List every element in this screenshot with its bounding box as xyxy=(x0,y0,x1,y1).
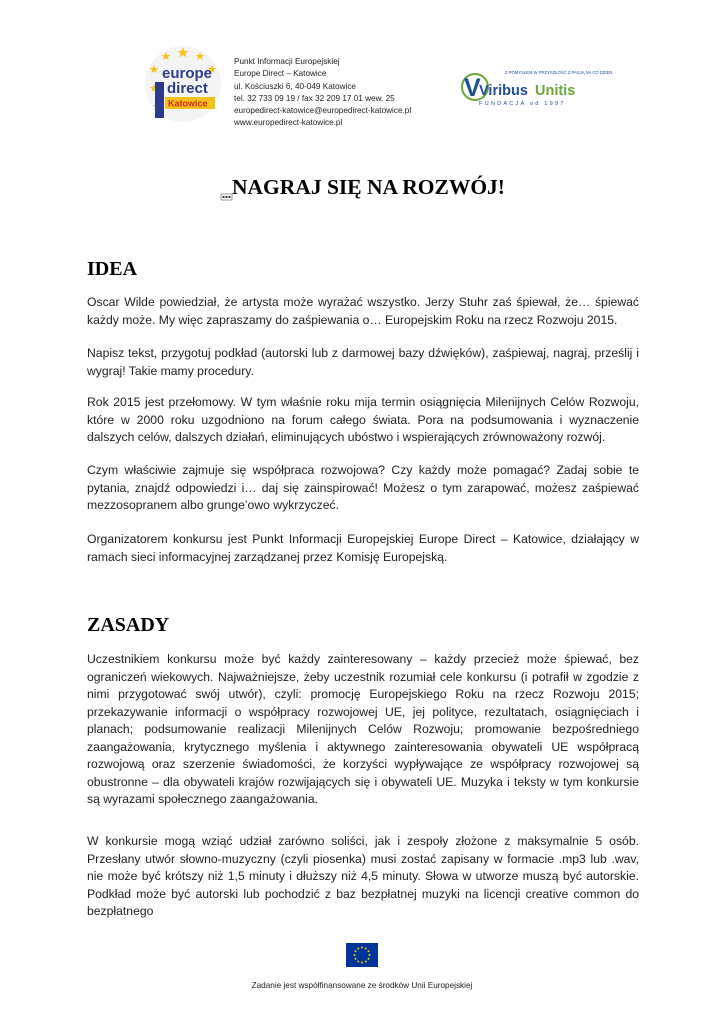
idea-paragraph-5: Organizatorem konkursu jest Punkt Informacji Europejskiej Europe Direct – Katowice, działający w ramach sieci informacyjnej zarządzanej przez Komisję Europejską. xyxy=(87,532,639,564)
contact-line-office: Europe Direct – Katowice xyxy=(234,69,327,79)
svg-text:Katowice: Katowice xyxy=(168,98,208,109)
svg-text:direct: direct xyxy=(167,80,208,97)
rules-paragraph-2: W konkursie mogą wziąć udział zarówno soliści, jak i zespoły złożone z maksymalnie 5 osób. Przesłany utwór słowno-muzyczny (czyli piosenka) musi zostać zapisany w formacie .mp3 lub .wav, nie może być krótszy niż 1,5 minuty i dłuższy niż 4,5 minuty. Słowa w utworze muszą być autorskie. Podkład może być autorski lub pochodzić z baz bezpłatnej muzyki na licencji creative common do bezpłatnego xyxy=(87,834,639,918)
contact-line-website[interactable]: www.europedirect-katowice.pl xyxy=(234,118,343,128)
contact-block xyxy=(234,56,411,130)
contact-line-address: ul. Kościuszki 6, 40-049 Katowice xyxy=(234,81,356,91)
document-title: NAGRAJ SIĘ NA ROZWÓJ! xyxy=(232,175,505,199)
svg-text:europe: europe xyxy=(162,65,213,82)
svg-text:V: V xyxy=(464,74,481,102)
contact-line-phone: tel. 32 733 09 19 / fax 32 209 17 01 wew. 25 xyxy=(234,93,395,103)
svg-text:Z POMYSŁEM W PRZYSZŁOŚĆ Z PASJ: Z POMYSŁEM W PRZYSZŁOŚĆ Z PASJĄ NA CO DZIEŃ xyxy=(505,70,613,75)
idea-paragraph-1: Oscar Wilde powiedział, że artysta może wyrażać wszystko. Jerzy Stuhr zaś śpiewał, że… śpiewać każdy może. My więc zapraszamy do zaśpiewania o… Europejskim Roku na rzecz Rozwoju 2015. xyxy=(87,295,639,327)
svg-text:Unitis: Unitis xyxy=(535,83,576,99)
idea-paragraph-3: Rok 2015 jest przełomowy. W tym właśnie roku mija termin osiągnięcia Milenijnych Celów Rozwoju, które w 2000 roku uzgodniono na forum całego świata. Pora na podsumowania i wyznaczenie dalszych celów, dalszych działań, eliminujących ubóstwo i wspierających zrównoważony rozwój. xyxy=(87,395,639,444)
rules-paragraph-1: Uczestnikiem konkursu może być każdy zainteresowany – każdy przecież może śpiewać, bez ograniczeń wiekowych. Najważniejsze, żeby uczestnik rozumiał cele konkursu (i potrafił w zgodzie z nimi przygotować swój utwór), czyli: promocję Europejskiego Roku na rzecz Rozwoju 2015; przekazywanie informacji o współpracy rozwojowej UE, jej polityce, rezultatach, osiągnięciach i planach; podsumowanie realizacji Milenijnych Celów Rozwoju; promowanie bezpośredniego zaangażowania, krytycznego myślenia i aktywnego zainteresowania obywateli UE współpracą rozwojową oraz szerzenie świadomości, że korzyści wypływające ze współpracy rozwojowej są obustronne – dla obywateli krajów rozwijających się i obywateli UE. Muzyka i teksty w tym konkursie są wyrazami społecznego zaangażowania. xyxy=(87,652,639,806)
viribus-unitis-logo xyxy=(461,65,613,109)
europe-direct-logo xyxy=(143,44,223,124)
cofinancing-note: Zadanie jest współfinansowane ze środków Unii Europejskiej xyxy=(251,981,473,990)
idea-paragraph-2: Napisz tekst, przygotuj podkład (autorski lub z darmowej bazy dźwięków), zaśpiewaj, nagraj, prześlij i wygraj! Takie mamy procedury. xyxy=(87,346,639,378)
idea-paragraph-4: Czym właściwie zajmuje się współpraca rozwojowa? Czy każdy może pomagać? Zadaj sobie te pytania, znajdź odpowiedzi i… daj się zainspirować! Możesz o tym zarapować, możesz zaśpiewać mezzosopranem albo grunge’owo wykrzyczeć. xyxy=(87,463,639,512)
contact-line-email[interactable]: europedirect-katowice@europedirect-katowice.pl xyxy=(234,106,412,116)
title-area xyxy=(0,170,724,206)
svg-text:Viribus: Viribus xyxy=(479,83,528,99)
section-heading-zasady: ZASADY xyxy=(87,614,170,636)
section-heading-idea: IDEA xyxy=(87,258,138,280)
letterhead xyxy=(143,44,653,128)
eu-flag-icon xyxy=(346,943,378,967)
bullet-marks-icon xyxy=(221,194,232,200)
contact-line-org: Punkt Informacji Europejskiej xyxy=(234,57,340,66)
svg-text:FUNDACJA od 1997: FUNDACJA od 1997 xyxy=(479,101,566,107)
